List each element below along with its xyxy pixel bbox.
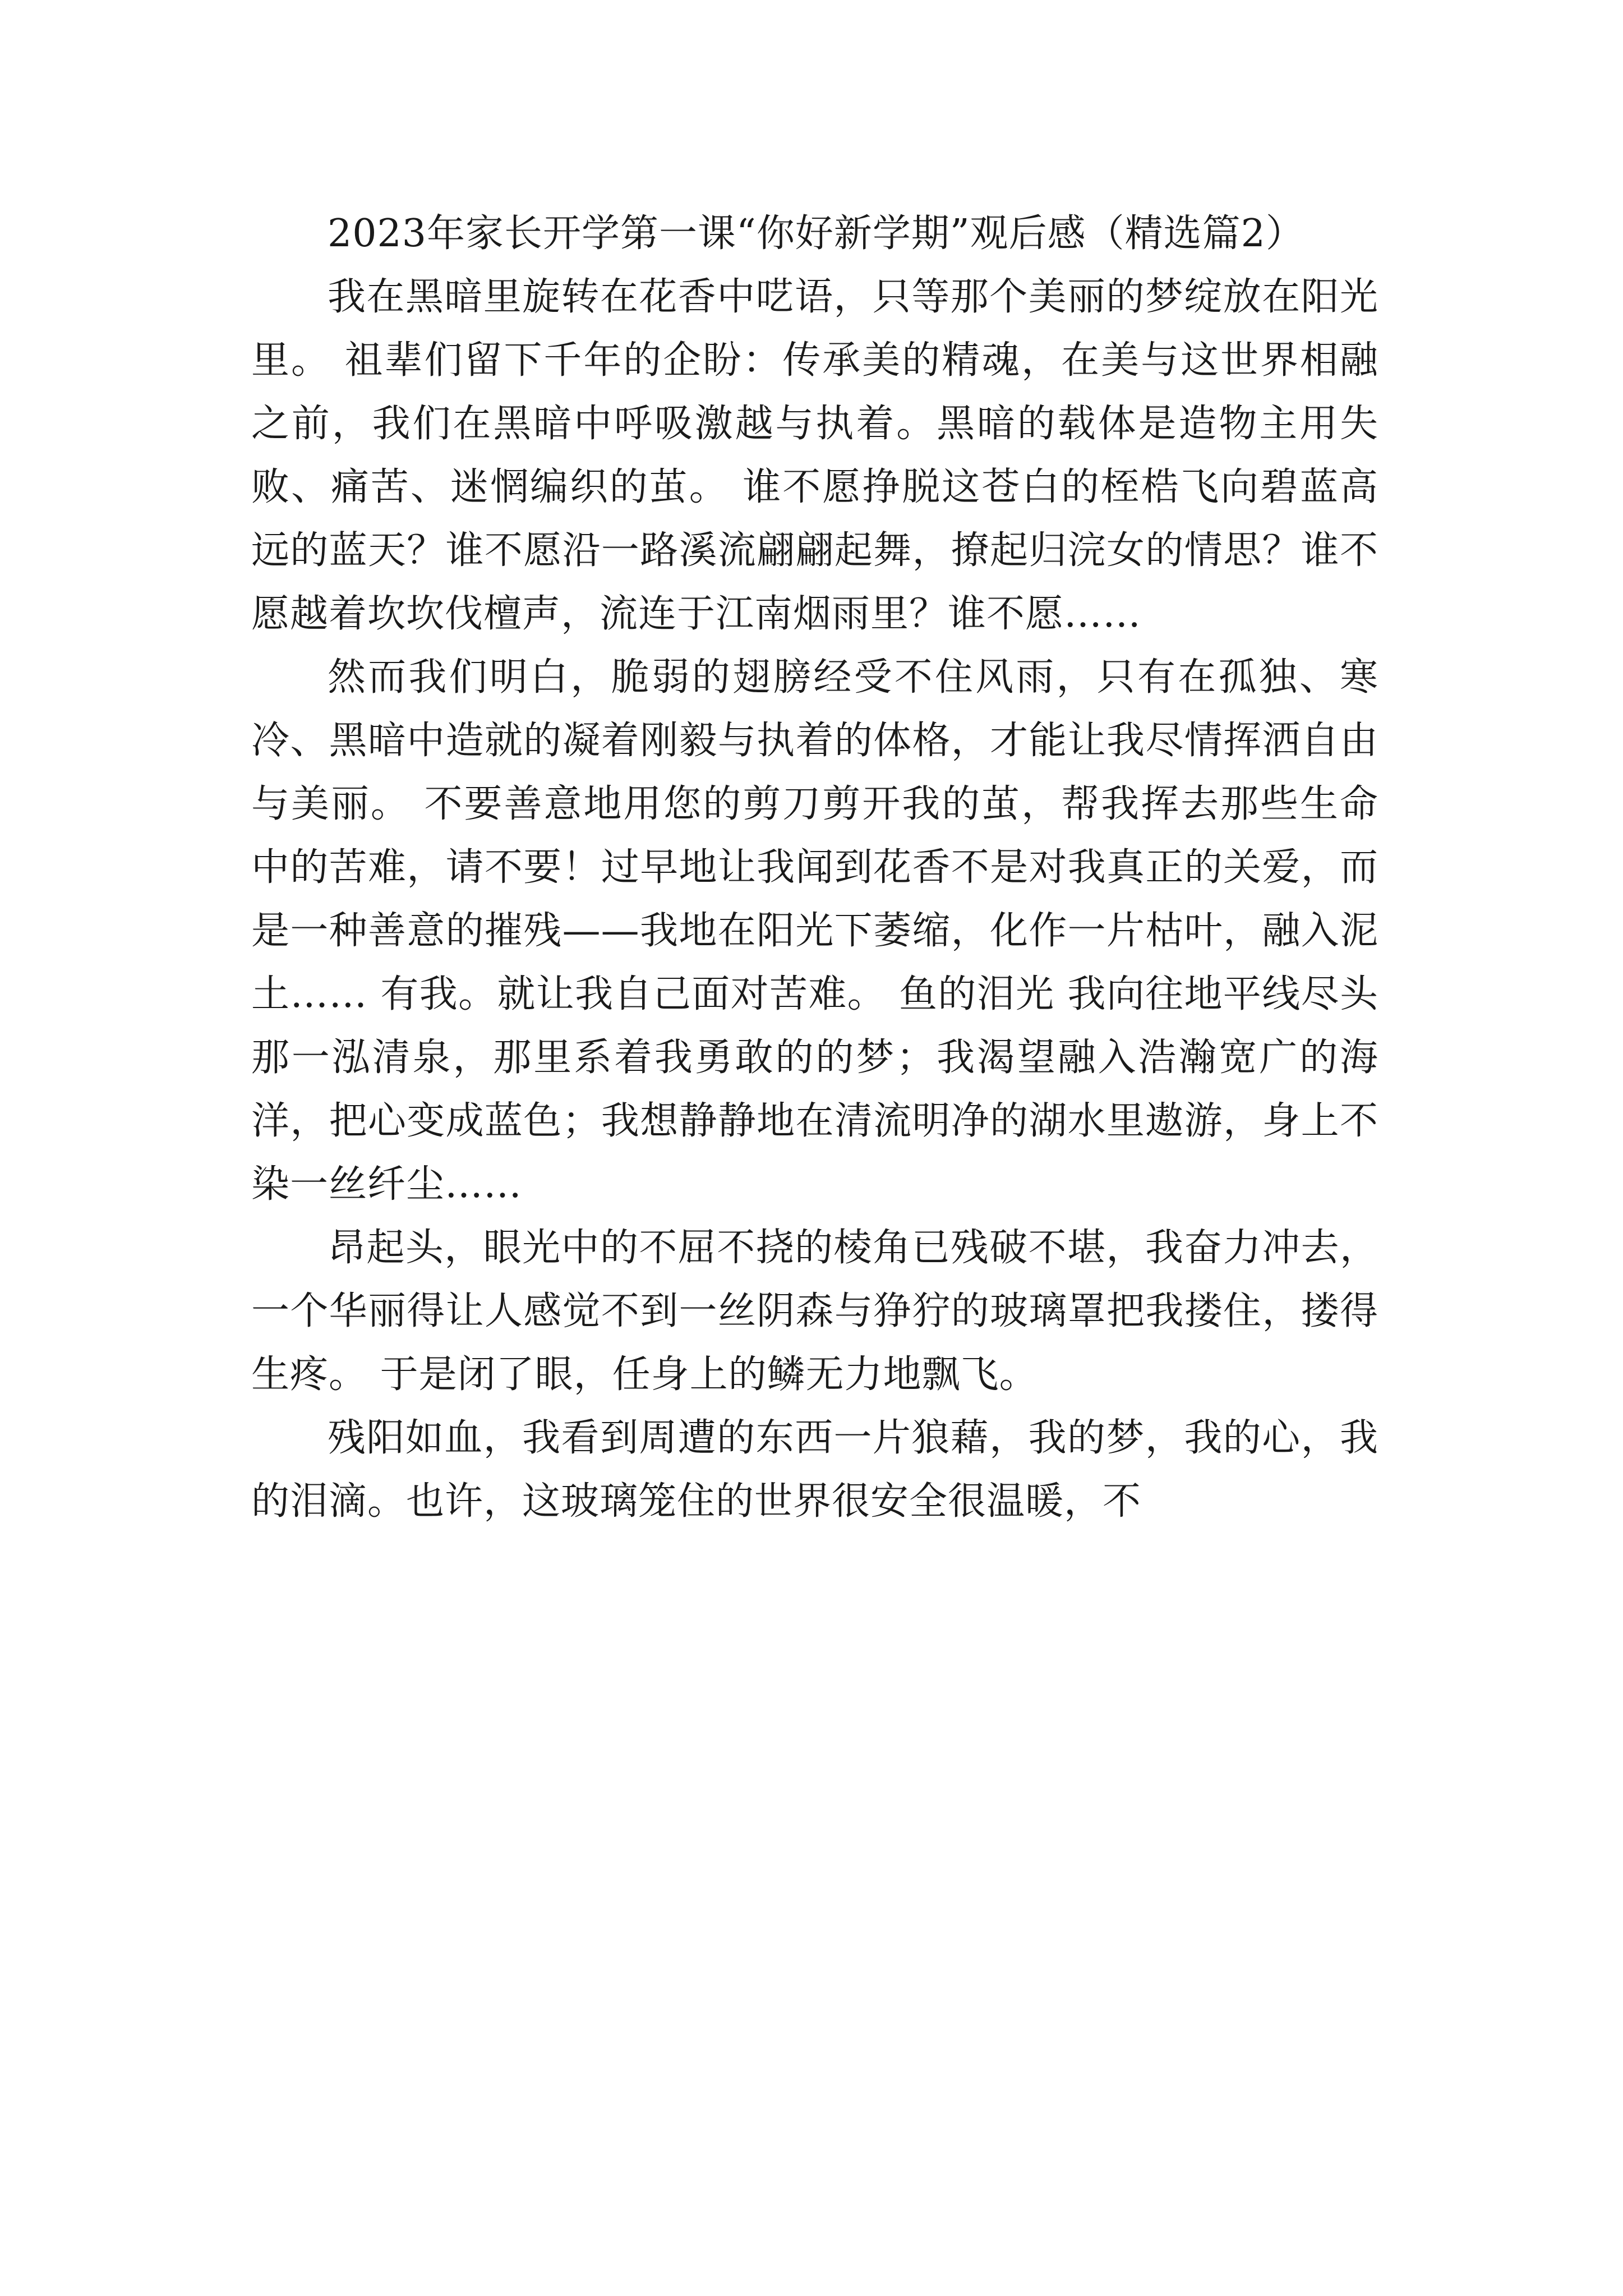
document-body: [251, 202, 1378, 1533]
paragraph-3: 昂起头，眼光中的不屈不挠的棱角已残破不堪，我奋力冲去，一个华丽得让人感觉不到一丝阴森与狰狞的玻璃罩把我搂住，搂得生疼。 于是闭了眼，任身上的鳞无力地飘飞。: [251, 1226, 1378, 1397]
paragraph-2: 然而我们明白，脆弱的翅膀经受不住风雨，只有在孤独、寒冷、黑暗中造就的凝着刚毅与执着的体格，才能让我尽情挥洒自由与美丽。 不要善意地用您的剪刀剪开我的茧，帮我挥去那些生命中的苦难，请不要！过早地让我闻到花香不是对我真正的关爱，而是一种善意的摧残——我地在阳光下萎缩，化作一片枯叶，融入泥土…… 有我。就让我自己面对苦难。 鱼的泪光 我向往地平线尽头那一泓清泉，那里系着我勇敢的的梦；我渴望融入浩瀚宽广的海洋，把心变成蓝色；我想静静地在清流明净的湖水里遨游，身上不染一丝纤尘……: [251, 655, 1378, 1207]
document-title: 2023年家长开学第一课“你好新学期”观后感（精选篇2）: [328, 211, 1304, 256]
paragraph-1: 我在黑暗里旋转在花香中呓语，只等那个美丽的梦绽放在阳光里。 祖辈们留下千年的企盼：传承美的精魂，在美与这世界相融之前，我们在黑暗中呼吸激越与执着。黑暗的载体是造物主用失败、痛苦、迷惘编织的茧。 谁不愿挣脱这苍白的桎梏飞向碧蓝高远的蓝天？谁不愿沿一路溪流翩翩起舞，撩起归浣女的情思？谁不愿越着坎坎伐檀声，流连于江南烟雨里？谁不愿……: [251, 275, 1378, 636]
paragraph-4: 残阳如血，我看到周遭的东西一片狼藉，我的梦，我的心，我的泪滴。也许，这玻璃笼住的世界很安全很温暖，不: [251, 1416, 1378, 1524]
